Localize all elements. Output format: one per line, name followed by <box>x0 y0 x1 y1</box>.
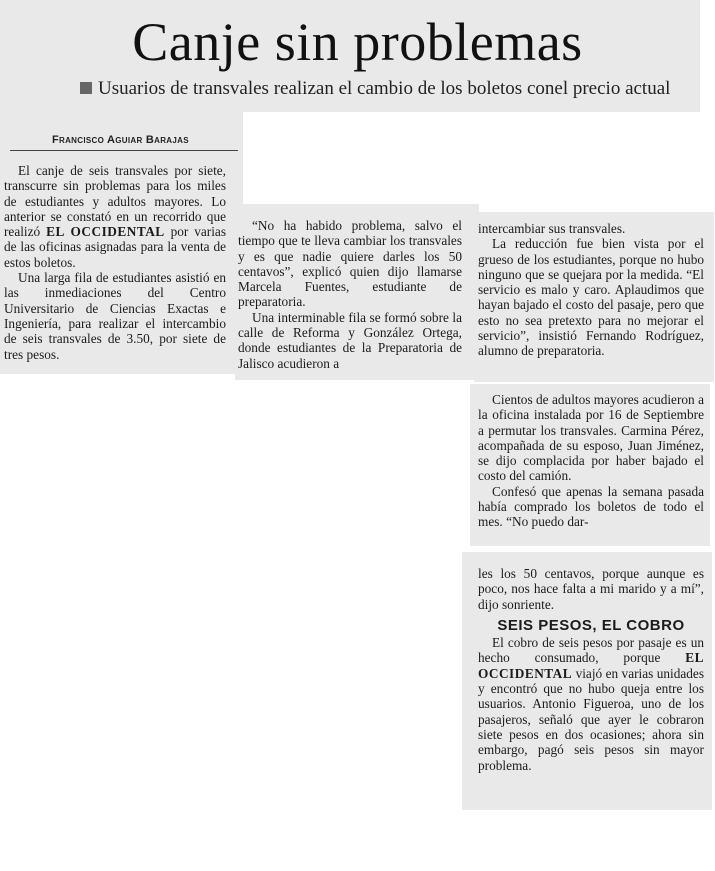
col3-paragraph-4: les los 50 centavos, porque aunque es poco, nos hace falta a mi marido y a mí”, dijo sonriente. <box>478 566 704 612</box>
column-3-top <box>478 221 704 359</box>
col3-paragraph-5: El cobro de seis pesos por pasaje es un hecho consumado, porque EL OCCIDENTAL viajó en varias unidades y encontró que no hubo queja entre los usuarios. Antonio Figueroa, uno de los pasajeros, señaló que ayer le cobraron siete pesos en dos ocasiones; ahora sin embargo, pagó seis pesos sin mayor problema. <box>478 635 704 773</box>
col2-paragraph-2: Una interminable fila se formó sobre la calle de Reforma y González Ortega, donde estudiantes de la Preparatoria de Jalisco acudieron a <box>238 309 462 371</box>
col3-paragraph-0: intercambiar sus transvales. <box>478 221 626 236</box>
col3-paragraph-3: Confesó que apenas la semana pasada había comprado los boletos de todo el mes. “No puedo dar- <box>478 483 704 530</box>
col2-paragraph-1: “No ha habido problema, salvo el tiempo que te lleva cambiar los transvales y es que nadie quiere darles los 50 centavos”, explicó quien dijo llamarse Marcela Fuentes, estudiante de preparatoria. <box>238 218 462 310</box>
col1-paragraph-1: El canje de seis transvales por siete, transcurre sin problemas para los miles de estudiantes y adultos mayores. Lo anterior se constató en un recorrido que realizó EL OCCIDENTAL por varias de las oficinas asignadas para la venta de estos boletos. <box>4 163 226 270</box>
column-1 <box>4 163 226 362</box>
column-3-bottom <box>478 566 704 773</box>
bullet-square-icon <box>80 82 92 94</box>
byline-rule <box>10 150 238 151</box>
column-2 <box>238 218 462 371</box>
section-subhead: SEIS PESOS, EL COBRO <box>497 616 685 634</box>
brand-name-2: EL OCCIDENTAL <box>478 650 704 681</box>
subheadline-text: Usuarios de transvales realizan el cambio de los boletos conel precio actual <box>98 78 671 99</box>
headline: Canje sin problemas <box>132 12 583 72</box>
col3-paragraph-1: La reducción fue bien vista por el grueso de los estudiantes, porque no hubo ninguno que se quejara por la medida. “El servicio es malo y caro. Aplaudimos que hayan bajado el costo del pasaje, pero que esto no sea pretexto para no mejorar el servicio”, insistió Fernando Rodríguez, alumno de preparatoria. <box>478 236 704 359</box>
col3-paragraph-2: Cientos de adultos mayores acudieron a la oficina instalada por 16 de Septiembre a permutar los transvales. Carmina Pérez, acompañada de su esposo, Juan Jiménez, se dijo complacida por haber bajado el costo del camión. <box>478 392 704 484</box>
brand-name: EL OCCIDENTAL <box>46 224 165 240</box>
byline: Francisco Aguiar Barajas <box>52 134 189 146</box>
col1-paragraph-2: Una larga fila de estudiantes asistió en las inmediaciones del Centro Universitario de Ciencias Exactas e Ingeniería, para realizar el intercambio de seis transvales de 3.50, por siete de tres pesos. <box>4 270 226 362</box>
subheadline <box>80 78 670 100</box>
column-3-middle <box>478 392 704 530</box>
